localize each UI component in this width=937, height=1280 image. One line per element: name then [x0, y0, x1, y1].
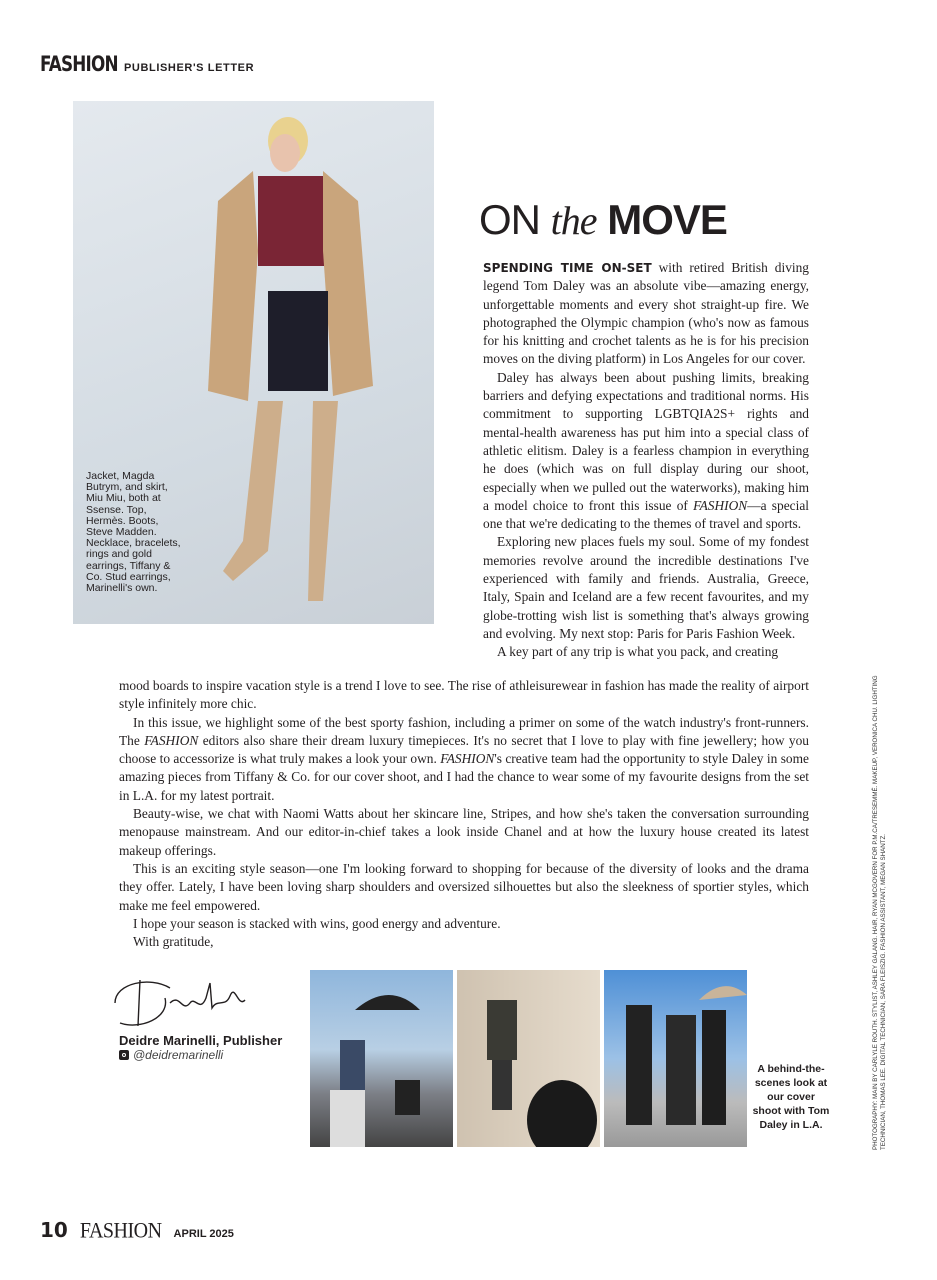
- signature: [110, 968, 260, 1033]
- paragraph: Beauty-wise, we chat with Naomi Watts about her skincare line, Stripes, and how she's taken the conversation surrounding menopause mainstream. And our editor-in-chief takes a look inside Chanel and at how the luxury house created its latest makeup offerings.: [119, 806, 809, 858]
- page-header: [40, 52, 254, 76]
- main-photo: [73, 101, 434, 624]
- text: 's creative team had the opportunity to style Daley in some amazing pieces from Tiffany & Co. for our cover shoot, and I had the chance to wear some of my favourite designs from the set in L.A. for my latest portrait.: [119, 751, 809, 803]
- bts-photo-1: [310, 970, 453, 1147]
- article-column: [483, 259, 809, 662]
- bts-photo-3: [604, 970, 747, 1147]
- paragraph: A key part of any trip is what you pack, and creating: [497, 644, 779, 660]
- text-italic: FASHION: [144, 732, 199, 748]
- text: with retired British diving legend Tom Daley was an absolute vibe—amazing energy, unforgettable moments and every shot straight-up fire. We photographed the Olympic champion (who's now as famous for his knitting and crochet talents as he is for his precision moves on the diving platform) in Los Angeles for our cover.: [483, 260, 809, 367]
- title-the: the: [550, 198, 597, 243]
- text: Daley has always been about pushing limits, breaking barriers and defying expectations and traditional norms. His commitment to supporting LGBTQIA2S+ rights and mental-health awareness has put him into a special class of athletic elitism. Daley is a fearless champion in everything he does (which was on full display during our shoot, especially when we pulled out the waterworks), making him a model choice to front this issue of: [483, 369, 809, 513]
- text: —a special one that we're dedicating to the themes of travel and sports.: [483, 497, 809, 532]
- paragraph: This is an exciting style season—one I'm looking forward to shopping for because of the diversity of looks and the drama they offer. Lately, I have been loving sharp shoulders and oversized silhouettes but also the sleekness of sportier styles, which make me feel empowered.: [119, 860, 809, 913]
- text-italic: FASHION: [693, 497, 748, 513]
- text: In this issue, we highlight some of the best sporty fashion, including a primer on some of the watch industry's front-runners. The: [119, 714, 809, 748]
- section-subtitle: PUBLISHER'S LETTER: [124, 62, 255, 74]
- paragraph: mood boards to inspire vacation style is a trend I love to see. The rise of athleisurewear in fashion has made the reality of airport style infinitely more chic.: [119, 678, 809, 712]
- photo-credits-caption: Jacket, Magda Butrym, and skirt, Miu Miu, both at Ssense. Top, Hermès. Boots, Steve Madden. Necklace, bracelets, rings and gold earrings, Tiffany & Co. Stud earrings, Marinelli's own.: [86, 470, 181, 595]
- section-name: FASHION: [40, 52, 118, 76]
- issue-date: APRIL 2025: [173, 1228, 234, 1240]
- instagram-icon: [119, 1050, 129, 1060]
- text: editors also share their dream luxury timepieces. It's no secret that I love to play with fine jewellery; how you choose to accessorize is what truly makes a look your own.: [119, 732, 809, 767]
- bts-photo-2: [457, 970, 600, 1147]
- handle-text: @deidremarinelli: [133, 1048, 224, 1062]
- text-italic: FASHION: [440, 751, 495, 767]
- paragraph: [483, 259, 809, 369]
- page-number: 10: [40, 1218, 68, 1242]
- article-title: [479, 196, 727, 244]
- paragraph: Exploring new places fuels my soul. Some of my fondest memories revolve around the incredible destinations I've experienced with family and friends. Australia, Greece, Italy, Spain and Iceland are a few recent favourites, and my globe-trotting wish list is something that's always growing and evolving. My next stop: Paris for Paris Fashion Week.: [483, 534, 809, 641]
- magazine-logo: FASHION: [79, 1218, 162, 1244]
- paragraph: [119, 714, 809, 805]
- social-handle[interactable]: [119, 1048, 223, 1062]
- paragraph: I hope your season is stacked with wins, good energy and adventure.: [133, 915, 501, 931]
- photo-credits: PHOTOGRAPHY: MAIN BY CARLYLE ROUTH. STYLIST, ASHLEY GALANG. HAIR, RYAN MCGOVERN FOR P.M.CA/TRESEMMÉ. MAKEUP, VERONICA CHU. LIGHTING TECHNICIAN, THOMAS LEE. DIGITAL TECHNICIAN, SARA FLEISZIG. FASHION ASSISTANT, MEGAN SHANTZ.: [872, 675, 887, 1150]
- bts-caption: A behind-the-scenes look at our cover shoot with Tom Daley in L.A.: [752, 1063, 830, 1131]
- paragraph: [483, 369, 809, 534]
- lead-in: SPENDING TIME ON-SET: [483, 261, 652, 275]
- article-body-wide: [119, 677, 809, 951]
- page-footer: [40, 1218, 234, 1243]
- publisher-name: Deidre Marinelli, Publisher: [119, 1033, 283, 1048]
- title-move: MOVE: [607, 196, 727, 243]
- paragraph: With gratitude,: [133, 934, 214, 950]
- title-on: ON: [479, 196, 540, 243]
